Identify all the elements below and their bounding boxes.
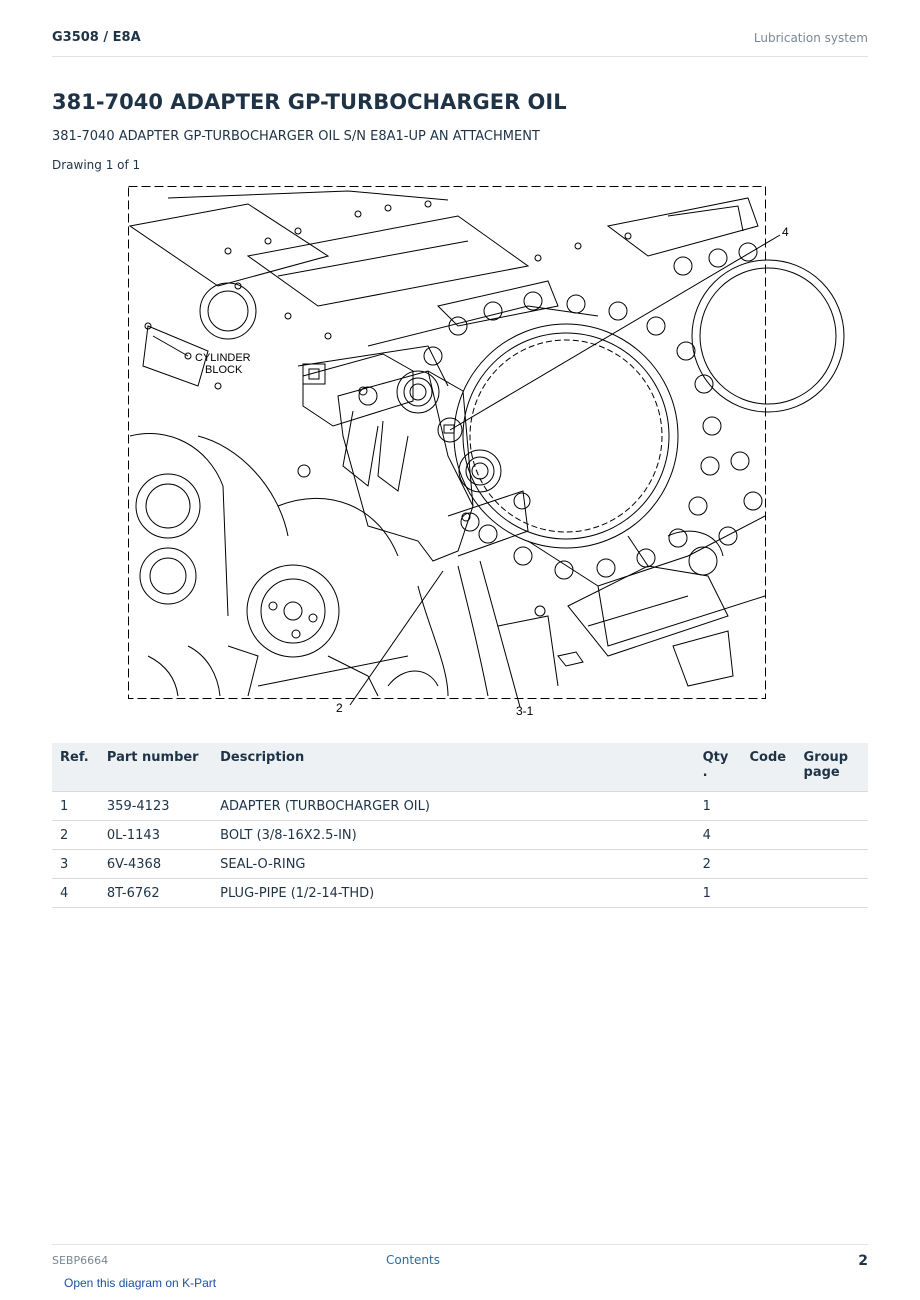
cell-group-page (796, 821, 868, 850)
cell-code (741, 850, 795, 879)
parts-table (52, 743, 868, 908)
cell-description: PLUG-PIPE (1/2-14-THD) (212, 879, 694, 908)
cell-qty: 1 (695, 879, 742, 908)
col-part-number-header: Part number (99, 743, 212, 792)
callout-3-1: 3-1 (516, 704, 534, 718)
table-row (52, 850, 868, 879)
section-name: Lubrication system (753, 31, 868, 45)
page-subtitle: 381-7040 ADAPTER GP-TURBOCHARGER OIL S/N E8A1-UP AN ATTACHMENT (52, 129, 540, 144)
table-header-row (52, 743, 868, 792)
page-title: 381-7040 ADAPTER GP-TURBOCHARGER OIL (52, 90, 567, 114)
callout-4: 4 (782, 225, 789, 239)
cell-ref: 4 (52, 879, 99, 908)
cell-group-page (796, 850, 868, 879)
cell-qty: 4 (695, 821, 742, 850)
cylinder-label-line2: BLOCK (205, 364, 243, 376)
table-row (52, 792, 868, 821)
open-kpart-link[interactable]: Open this diagram on K-Part (64, 1276, 217, 1290)
col-ref-header: Ref. (52, 743, 99, 792)
table-row (52, 879, 868, 908)
model-title: G3508 / E8A (52, 30, 141, 45)
page-header (52, 28, 868, 57)
cell-ref: 1 (52, 792, 99, 821)
parts-diagram (128, 186, 788, 721)
cell-qty: 1 (695, 792, 742, 821)
cell-description: BOLT (3/8-16X2.5-IN) (212, 821, 694, 850)
cell-group-page (796, 792, 868, 821)
cell-group-page (796, 879, 868, 908)
drawing-count: Drawing 1 of 1 (52, 158, 141, 172)
callout-2: 2 (336, 701, 343, 715)
cell-part-number: 8T-6762 (99, 879, 212, 908)
cell-code (741, 792, 795, 821)
page-number: 2 (858, 1253, 868, 1269)
col-description-header: Description (212, 743, 694, 792)
page-footer (52, 1244, 868, 1275)
cell-part-number: 359-4123 (99, 792, 212, 821)
cell-part-number: 0L-1143 (99, 821, 212, 850)
cell-description: SEAL-O-RING (212, 850, 694, 879)
document-number: SEBP6664 (52, 1254, 109, 1267)
cell-description: ADAPTER (TURBOCHARGER OIL) (212, 792, 694, 821)
cell-ref: 2 (52, 821, 99, 850)
cell-qty: 2 (695, 850, 742, 879)
cell-part-number: 6V-4368 (99, 850, 212, 879)
col-group-page-header: Group page (796, 743, 868, 792)
cell-ref: 3 (52, 850, 99, 879)
col-code-header: Code (741, 743, 795, 792)
cell-code (741, 821, 795, 850)
cylinder-label-line1: CYLINDER (195, 352, 251, 364)
table-row (52, 821, 868, 850)
cell-code (741, 879, 795, 908)
contents-link[interactable]: Contents (386, 1253, 440, 1267)
col-qty-header: Qty . (695, 743, 742, 792)
